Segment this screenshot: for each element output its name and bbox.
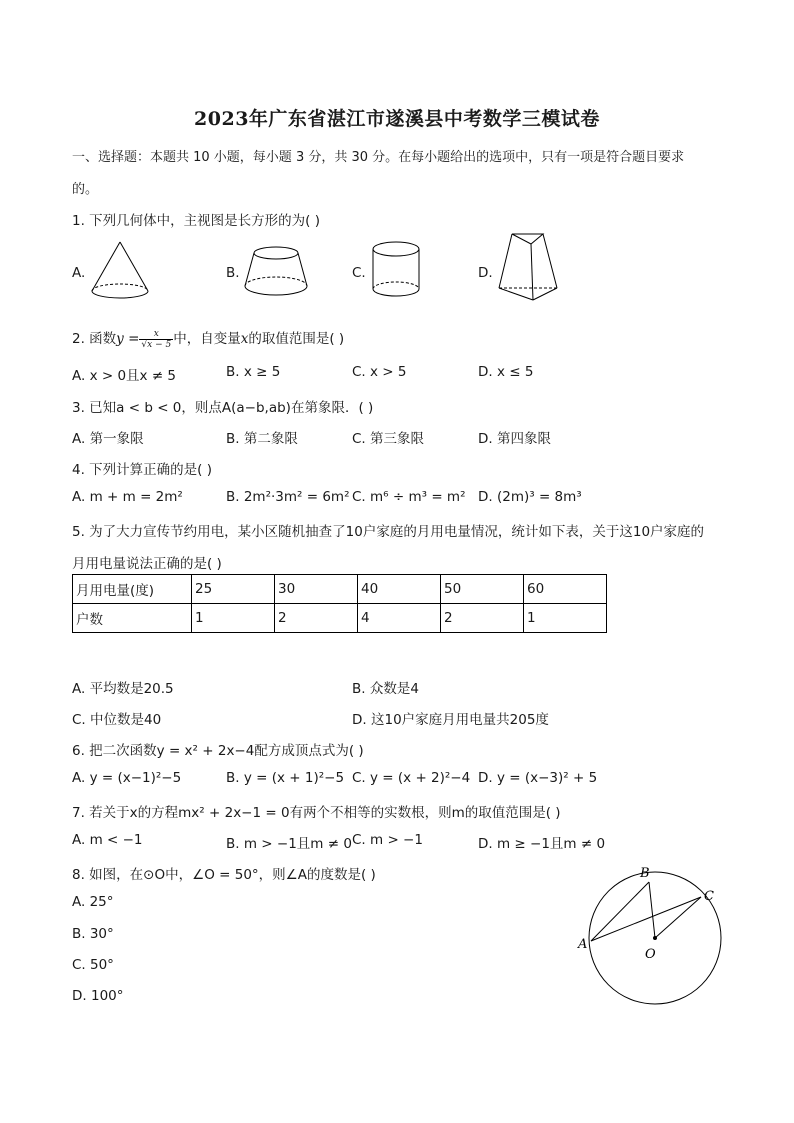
q7-option-a: A. m < −1 [72,832,143,848]
question-8-stem: 8. 如图，在⊙O中，∠O = 50°，则∠A的度数是( ) [72,867,376,883]
table-cell: 1 [524,604,607,633]
question-3-stem: 3. 已知a < b < 0，则点A(a−b,ab)在第象限．( ) [72,400,374,416]
q2-stem-end: 的取值范围是( ) [248,331,345,347]
question-5-stem-line2: 月用电量说法正确的是( ) [72,556,222,572]
chord-ab [591,882,649,941]
q6-option-a: A. y = (x−1)²−5 [72,770,182,786]
frustum-figure [240,238,312,304]
q7-option-b: B. m > −1且m ≠ 0 [226,836,352,852]
q8-option-c: C. 50° [72,957,114,973]
q3-option-a: A. 第一象限 [72,431,144,447]
table-cell: 2 [275,604,358,633]
q2-option-a: A. x > 0且x ≠ 5 [72,368,177,384]
electricity-usage-table [72,574,607,633]
q2-fraction-denominator: √x − 5 [141,339,172,350]
q2-stem-x: x [240,331,249,347]
question-5-stem-line1: 5. 为了大力宣传节约用电，某小区随机抽查了10户家庭的月用电量情况，统计如下表，关于这10户家庭的 [72,524,705,540]
q7-option-c: C. m > −1 [352,832,423,848]
table-cell: 1 [192,604,275,633]
table-cell: 40 [358,575,441,604]
q2-stem-y: y = [116,331,140,347]
q7-option-d: D. m ≥ −1且m ≠ 0 [478,836,606,852]
question-7-stem: 7. 若关于x的方程mx² + 2x−1 = 0有两个不相等的实数根，则m的取值范围是( ) [72,805,561,821]
q6-option-b: B. y = (x + 1)²−5 [226,770,345,786]
q8-option-b: B. 30° [72,926,114,942]
q4-option-a: A. m + m = 2m² [72,489,183,505]
q2-option-c: C. x > 5 [352,364,407,380]
q3-option-d: D. 第四象限 [478,431,551,447]
q2-stem-prefix: 2. 函数 [72,331,117,347]
q6-option-c: C. y = (x + 2)²−4 [352,770,471,786]
table-cell: 60 [524,575,607,604]
cone-figure [88,238,152,304]
center-point-o [653,936,657,940]
section-heading-line1: 一、选择题：本题共 10 小题，每小题 3 分，共 30 分。在每小题给出的选项中，只有一项是符合题目要求 [72,150,685,165]
circle-geometry-figure [570,862,730,1012]
q4-option-c: C. m⁶ ÷ m³ = m² [352,489,466,505]
cylinder-figure [368,238,424,304]
q1-option-d-label: D. [478,265,493,281]
triangular-prism-figure [495,230,561,306]
page-title: 2023年广东省湛江市遂溪县中考数学三模试卷 [194,108,600,130]
chord-ac [591,897,701,941]
question-6-stem: 6. 把二次函数y = x² + 2x−4配方成顶点式为( ) [72,743,364,759]
table-cell: 50 [441,575,524,604]
point-label-a: A [578,937,588,952]
q1-option-c-label: C. [352,265,366,281]
q2-stem-middle: 中，自变量 [173,331,241,347]
q3-option-c: C. 第三象限 [352,431,425,447]
q5-option-a: A. 平均数是20.5 [72,681,174,697]
table-cell: 4 [358,604,441,633]
table-cell: 30 [275,575,358,604]
table-cell: 25 [192,575,275,604]
q8-option-a: A. 25° [72,894,114,910]
q2-option-d: D. x ≤ 5 [478,364,534,380]
q5-option-d: D. 这10户家庭月用电量共205度 [352,712,549,728]
radius-ob [649,882,655,938]
q5-option-b: B. 众数是4 [352,681,419,697]
table-row [73,575,607,604]
question-4-stem: 4. 下列计算正确的是( ) [72,462,212,478]
q1-option-a-label: A. [72,265,86,281]
table-cell: 2 [441,604,524,633]
table-cell: 户数 [73,604,192,633]
q8-option-d: D. 100° [72,988,124,1004]
question-1-stem: 1. 下列几何体中，主视图是长方形的为( ) [72,213,320,229]
q2-option-b: B. x ≥ 5 [226,364,281,380]
table-cell: 月用电量(度) [73,575,192,604]
radius-oc [655,897,701,938]
q6-option-d: D. y = (x−3)² + 5 [478,770,598,786]
q1-option-b-label: B. [226,265,240,281]
q2-fraction-numerator: x [139,329,173,340]
point-label-c: C [704,889,714,904]
point-label-o: O [645,947,656,962]
q4-option-b: B. 2m²·3m² = 6m² [226,489,350,505]
section-heading-line2: 的。 [72,182,99,197]
point-label-b: B [640,866,650,881]
q2-fraction [139,329,173,350]
question-2-stem [72,327,344,350]
q5-option-c: C. 中位数是40 [72,712,162,728]
q4-option-d: D. (2m)³ = 8m³ [478,489,582,505]
table-row [73,604,607,633]
q3-option-b: B. 第二象限 [226,431,298,447]
